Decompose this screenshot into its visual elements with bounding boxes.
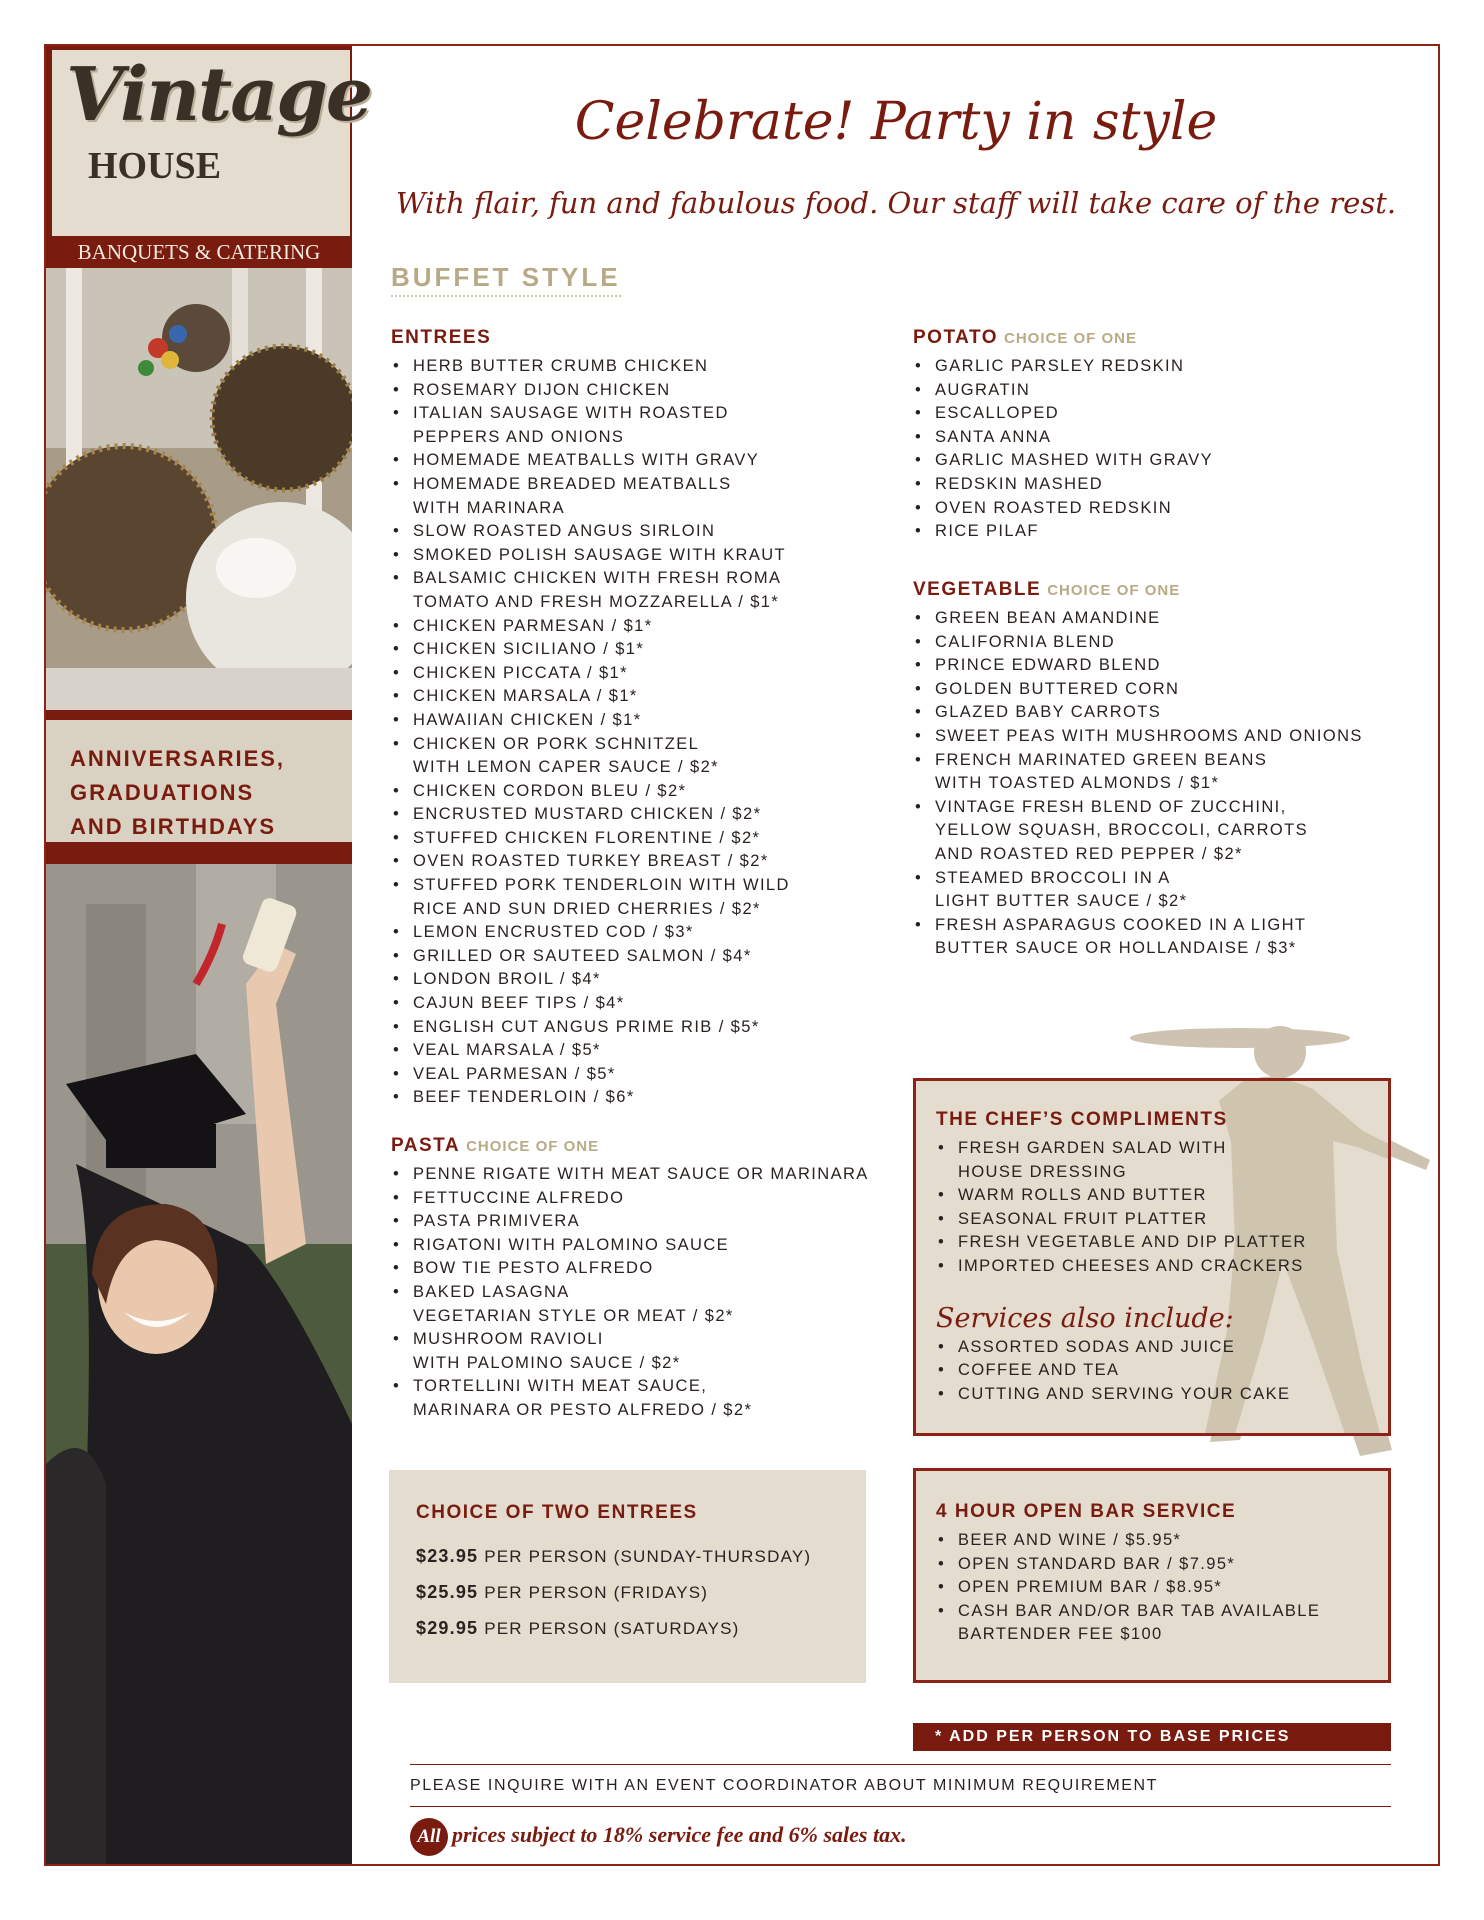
entrees-heading: ENTREES bbox=[391, 327, 492, 348]
entree-item: • HAWAIIAN CHICKEN / $1* bbox=[391, 709, 871, 733]
buffet-style-label: BUFFET STYLE bbox=[391, 262, 621, 297]
potato-item: • OVEN ROASTED REDSKIN bbox=[913, 497, 1413, 521]
entree-item: • CHICKEN PICCATA / $1* bbox=[391, 662, 871, 686]
vegetable-list bbox=[913, 607, 1433, 961]
add-per-person-note: * ADD PER PERSON TO BASE PRICES bbox=[913, 1723, 1391, 1751]
inquire-note: PLEASE INQUIRE WITH AN EVENT COORDINATOR ABOUT MINIMUM REQUIREMENT bbox=[410, 1777, 1159, 1794]
potato-item: • RICE PILAF bbox=[913, 520, 1413, 544]
service-item: • CUTTING AND SERVING YOUR CAKE bbox=[936, 1383, 1307, 1407]
logo-script-text: Vintage bbox=[66, 52, 371, 138]
bar-item: • BEER AND WINE / $5.95* bbox=[936, 1529, 1320, 1553]
pasta-item: • BAKED LASAGNA VEGETARIAN STYLE OR MEAT / $2* bbox=[391, 1281, 891, 1328]
entree-item: • CHICKEN OR PORK SCHNITZEL WITH LEMON CAPER SAUCE / $2* bbox=[391, 733, 871, 780]
page-subtitle: With flair, fun and fabulous food. Our staff will take care of the rest. bbox=[395, 186, 1397, 220]
service-item: • ASSORTED SODAS AND JUICE bbox=[936, 1336, 1307, 1360]
services-title: Services also include: bbox=[936, 1302, 1234, 1334]
vegetable-item: • PRINCE EDWARD BLEND bbox=[913, 654, 1433, 678]
chefs-compliments-item: • FRESH VEGETABLE AND DIP PLATTER bbox=[936, 1231, 1307, 1255]
entree-item: • HERB BUTTER CRUMB CHICKEN bbox=[391, 355, 871, 379]
chefs-compliments-item: • SEASONAL FRUIT PLATTER bbox=[936, 1208, 1307, 1232]
all-badge: All bbox=[410, 1818, 448, 1856]
service-item: • COFFEE AND TEA bbox=[936, 1359, 1307, 1383]
chefs-compliments-item: • FRESH GARDEN SALAD WITH HOUSE DRESSING bbox=[936, 1137, 1307, 1184]
pricing-heading: CHOICE OF TWO ENTREES bbox=[416, 1502, 698, 1523]
entree-item: • LEMON ENCRUSTED COD / $3* bbox=[391, 921, 871, 945]
price-row: $29.95 PER PERSON (SATURDAYS) bbox=[416, 1618, 740, 1638]
entree-item: • CHICKEN SICILIANO / $1* bbox=[391, 638, 871, 662]
chefs-compliments-list bbox=[936, 1137, 1307, 1279]
pasta-item: • PASTA PRIMIVERA bbox=[391, 1210, 891, 1234]
vegetable-section bbox=[913, 579, 1433, 961]
pricing-box bbox=[389, 1470, 866, 1683]
tax-text: prices subject to 18% service fee and 6% sales tax. bbox=[452, 1822, 907, 1848]
vegetable-item: • VINTAGE FRESH BLEND OF ZUCCHINI, YELLOW SQUASH, BROCCOLI, CARROTS AND ROASTED RED PEPPER / $2* bbox=[913, 796, 1433, 867]
potato-item: • SANTA ANNA bbox=[913, 426, 1413, 450]
entrees-list bbox=[391, 355, 871, 1110]
open-bar-content bbox=[936, 1501, 1320, 1647]
bar-item: • OPEN PREMIUM BAR / $8.95* bbox=[936, 1576, 1320, 1600]
open-bar-box bbox=[913, 1468, 1391, 1683]
entree-item: • SMOKED POLISH SAUSAGE WITH KRAUT bbox=[391, 544, 871, 568]
entree-item: • CHICKEN CORDON BLEU / $2* bbox=[391, 780, 871, 804]
divider bbox=[410, 1806, 1391, 1807]
pasta-item: • PENNE RIGATE WITH MEAT SAUCE OR MARINARA bbox=[391, 1163, 891, 1187]
vegetable-item: • FRENCH MARINATED GREEN BEANS WITH TOASTED ALMONDS / $1* bbox=[913, 749, 1433, 796]
pasta-choice: CHOICE OF ONE bbox=[466, 1138, 600, 1155]
vegetable-choice: CHOICE OF ONE bbox=[1047, 582, 1181, 599]
tax-note bbox=[410, 1818, 907, 1856]
entree-item: • BEEF TENDERLOIN / $6* bbox=[391, 1086, 871, 1110]
vegetable-item: • STEAMED BROCCOLI IN A LIGHT BUTTER SAUCE / $2* bbox=[913, 867, 1433, 914]
pasta-list bbox=[391, 1163, 891, 1423]
occasions-text: ANNIVERSARIES, GRADUATIONS AND BIRTHDAYS bbox=[70, 746, 286, 839]
logo-tagline: BANQUETS & CATERING bbox=[46, 236, 352, 268]
pasta-item: • RIGATONI WITH PALOMINO SAUCE bbox=[391, 1234, 891, 1258]
potato-section bbox=[913, 327, 1413, 544]
entree-item: • BALSAMIC CHICKEN WITH FRESH ROMA TOMATO AND FRESH MOZZARELLA / $1* bbox=[391, 567, 871, 614]
entree-item: • CAJUN BEEF TIPS / $4* bbox=[391, 992, 871, 1016]
logo-house-text: HOUSE bbox=[88, 145, 222, 187]
pasta-item: • MUSHROOM RAVIOLI WITH PALOMINO SAUCE / $2* bbox=[391, 1328, 891, 1375]
potato-heading: POTATO CHOICE OF ONE bbox=[913, 327, 1138, 348]
pasta-item: • BOW TIE PESTO ALFREDO bbox=[391, 1257, 891, 1281]
bar-item: • OPEN STANDARD BAR / $7.95* bbox=[936, 1553, 1320, 1577]
entree-item: • ITALIAN SAUSAGE WITH ROASTED PEPPERS AND ONIONS bbox=[391, 402, 871, 449]
bar-item: • CASH BAR AND/OR BAR TAB AVAILABLE BARTENDER FEE $100 bbox=[936, 1600, 1320, 1647]
vegetable-item: • GREEN BEAN AMANDINE bbox=[913, 607, 1433, 631]
entree-item: • ENGLISH CUT ANGUS PRIME RIB / $5* bbox=[391, 1016, 871, 1040]
open-bar-list bbox=[936, 1529, 1320, 1647]
pasta-item: • FETTUCCINE ALFREDO bbox=[391, 1187, 891, 1211]
entree-item: • OVEN ROASTED TURKEY BREAST / $2* bbox=[391, 850, 871, 874]
potato-list bbox=[913, 355, 1413, 544]
cake-pops-photo bbox=[46, 268, 352, 710]
chefs-compliments-heading: THE CHEF’S COMPLIMENTS bbox=[936, 1109, 1228, 1130]
potato-choice: CHOICE OF ONE bbox=[1004, 330, 1138, 347]
chefs-compliments-item: • IMPORTED CHEESES AND CRACKERS bbox=[936, 1255, 1307, 1279]
graduate-photo bbox=[46, 864, 352, 1864]
potato-item: • REDSKIN MASHED bbox=[913, 473, 1413, 497]
chefs-compliments-box bbox=[913, 1078, 1391, 1436]
vegetable-item: • SWEET PEAS WITH MUSHROOMS AND ONIONS bbox=[913, 725, 1433, 749]
logo bbox=[52, 50, 371, 236]
entree-item: • VEAL MARSALA / $5* bbox=[391, 1039, 871, 1063]
entree-item: • GRILLED OR SAUTEED SALMON / $4* bbox=[391, 945, 871, 969]
entree-item: • STUFFED PORK TENDERLOIN WITH WILD RICE AND SUN DRIED CHERRIES / $2* bbox=[391, 874, 871, 921]
price-row: $25.95 PER PERSON (FRIDAYS) bbox=[416, 1582, 709, 1602]
entree-item: • LONDON BROIL / $4* bbox=[391, 968, 871, 992]
potato-item: • ESCALLOPED bbox=[913, 402, 1413, 426]
page-title: Celebrate! Party in style bbox=[574, 92, 1218, 152]
entree-item: • ENCRUSTED MUSTARD CHICKEN / $2* bbox=[391, 803, 871, 827]
entree-item: • CHICKEN MARSALA / $1* bbox=[391, 685, 871, 709]
entree-item: • CHICKEN PARMESAN / $1* bbox=[391, 615, 871, 639]
occasions-banner bbox=[46, 712, 352, 850]
potato-item: • AUGRATIN bbox=[913, 379, 1413, 403]
entree-item: • VEAL PARMESAN / $5* bbox=[391, 1063, 871, 1087]
potato-item: • GARLIC MASHED WITH GRAVY bbox=[913, 449, 1413, 473]
divider bbox=[410, 1764, 1391, 1765]
entree-item: • SLOW ROASTED ANGUS SIRLOIN bbox=[391, 520, 871, 544]
entree-item: • HOMEMADE MEATBALLS WITH GRAVY bbox=[391, 449, 871, 473]
chefs-compliments-content bbox=[936, 1109, 1307, 1406]
left-sidebar bbox=[46, 46, 371, 1864]
pasta-heading: PASTA CHOICE OF ONE bbox=[391, 1135, 600, 1156]
vegetable-item: • GLAZED BABY CARROTS bbox=[913, 701, 1433, 725]
chefs-compliments-item: • WARM ROLLS AND BUTTER bbox=[936, 1184, 1307, 1208]
vegetable-heading: VEGETABLE CHOICE OF ONE bbox=[913, 579, 1181, 600]
vegetable-item: • GOLDEN BUTTERED CORN bbox=[913, 678, 1433, 702]
entree-item: • ROSEMARY DIJON CHICKEN bbox=[391, 379, 871, 403]
price-row: $23.95 PER PERSON (SUNDAY-THURSDAY) bbox=[416, 1546, 812, 1566]
pasta-item: • TORTELLINI WITH MEAT SAUCE, MARINARA OR PESTO ALFREDO / $2* bbox=[391, 1375, 891, 1422]
services-list bbox=[936, 1336, 1307, 1407]
entrees-section bbox=[391, 327, 871, 1110]
potato-item: • GARLIC PARSLEY REDSKIN bbox=[913, 355, 1413, 379]
vegetable-item: • FRESH ASPARAGUS COOKED IN A LIGHT BUTTER SAUCE OR HOLLANDAISE / $3* bbox=[913, 914, 1433, 961]
pasta-section bbox=[391, 1135, 891, 1423]
open-bar-heading: 4 HOUR OPEN BAR SERVICE bbox=[936, 1501, 1237, 1522]
entree-item: • STUFFED CHICKEN FLORENTINE / $2* bbox=[391, 827, 871, 851]
entree-item: • HOMEMADE BREADED MEATBALLS WITH MARINARA bbox=[391, 473, 871, 520]
vegetable-item: • CALIFORNIA BLEND bbox=[913, 631, 1433, 655]
